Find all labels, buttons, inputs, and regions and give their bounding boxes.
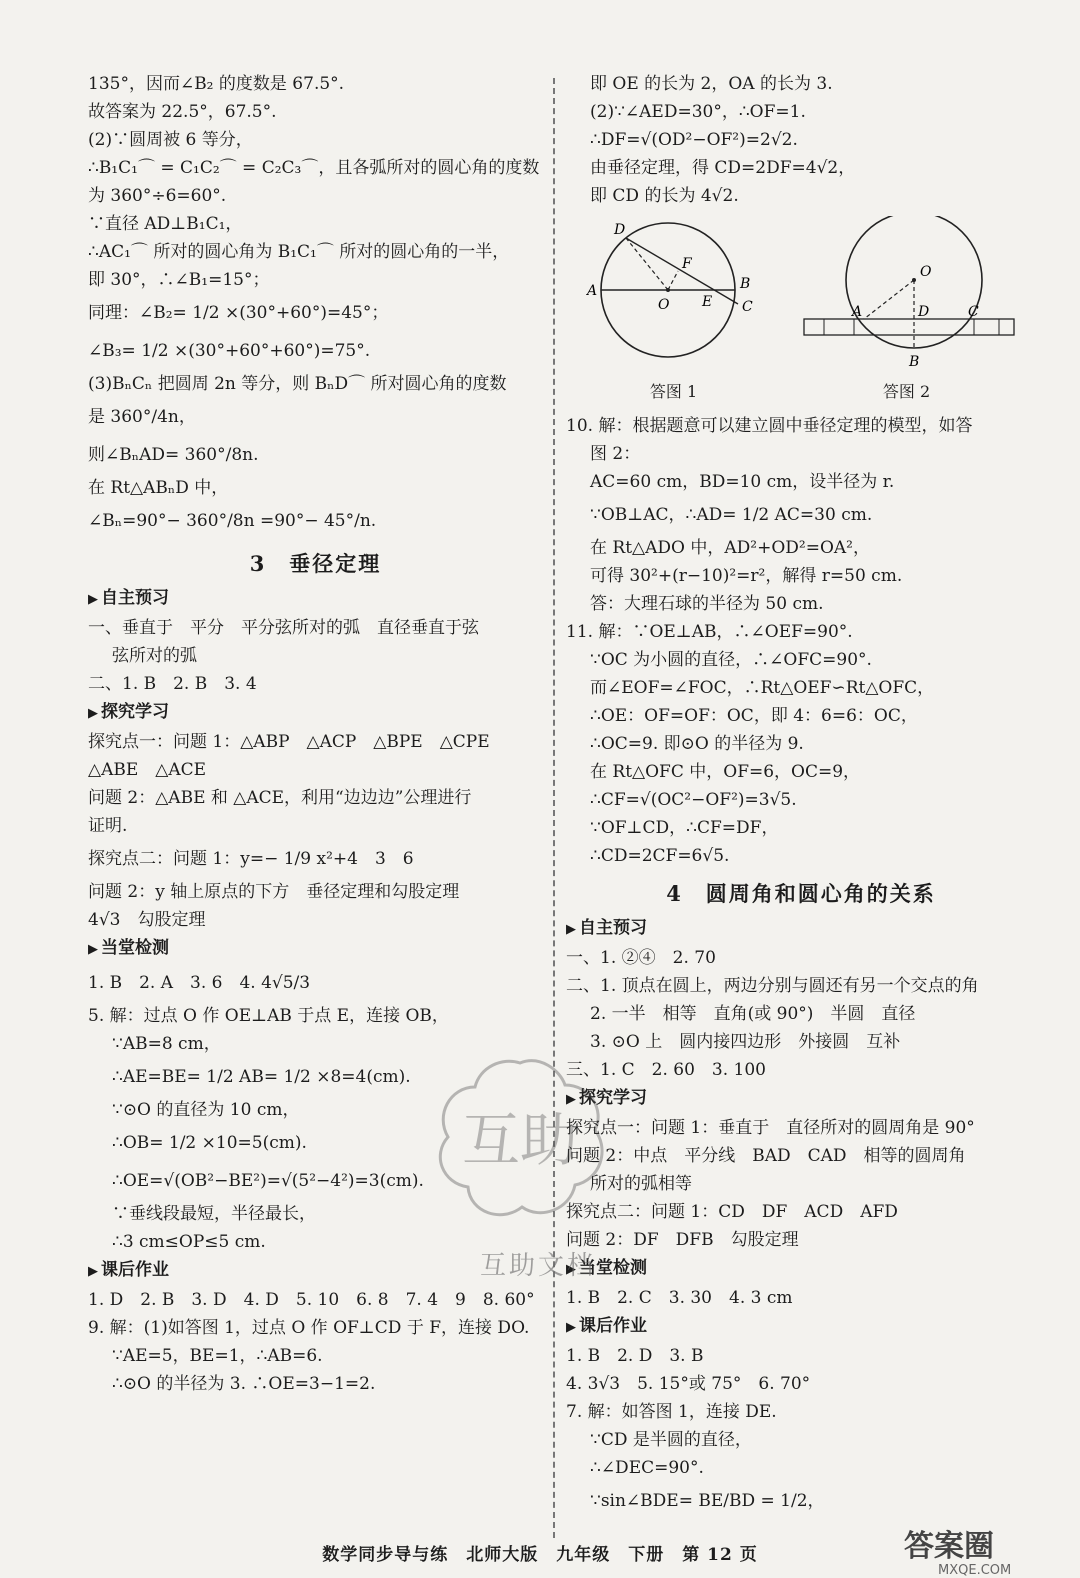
text-line: ∠B₃= 1/2 ×(30°+60°+60°)=75°. bbox=[88, 341, 371, 361]
text-line: 2. 一半 相等 直角(或 90°) 半圆 直径 bbox=[590, 1004, 916, 1024]
text-line: 三、1. C 2. 60 3. 100 bbox=[566, 1060, 766, 1080]
text-line: ∴OC=9. 即⊙O 的半径为 9. bbox=[590, 734, 804, 754]
text-line: ∴AC₁⌒ 所对的圆心角为 B₁C₁⌒ 所对的圆心角的一半， bbox=[88, 242, 510, 262]
text-line: 二、1. 顶点在圆上，两边分别与圆还有另一个交点的角 bbox=[566, 976, 979, 996]
text-line: 是 360°/4n， bbox=[88, 407, 196, 427]
text-line: 即 CD 的长为 4√2. bbox=[590, 186, 739, 206]
text-line: 可得 30²+(r−10)²=r²，解得 r=50 cm. bbox=[590, 566, 903, 586]
circle-diagram-1 bbox=[586, 216, 761, 376]
text-line: ∴OB= 1/2 ×10=5(cm). bbox=[112, 1133, 307, 1153]
label-B: B bbox=[909, 354, 920, 370]
text-line: 弦所对的弧 bbox=[112, 646, 197, 666]
circle-diagram-2 bbox=[794, 216, 1019, 376]
label-O: O bbox=[658, 297, 670, 313]
column-divider bbox=[553, 78, 555, 1538]
text-line: 9. 解：(1)如答图 1，过点 O 作 OF⊥CD 于 F，连接 DO. bbox=[88, 1318, 530, 1338]
text-line: ∴⊙O 的半径为 3. ∴OE=3−1=2. bbox=[112, 1374, 376, 1394]
site-logo bbox=[898, 1520, 1080, 1578]
text-line: 二、1. B 2. B 3. 4 bbox=[88, 674, 257, 694]
subsection-heading: ▶ 探究学习 bbox=[88, 698, 543, 728]
label-A: A bbox=[587, 283, 598, 299]
text-line: 所对的弧相等 bbox=[590, 1174, 692, 1194]
label-C: C bbox=[742, 299, 753, 315]
label-E: E bbox=[702, 294, 713, 310]
text-line: ∵sin∠BDE= BE/BD = 1/2， bbox=[590, 1491, 825, 1511]
label-D: D bbox=[614, 222, 626, 238]
text-line: ∴3 cm≤OP≤5 cm. bbox=[112, 1232, 266, 1252]
section-title: 3 垂径定理 bbox=[249, 551, 382, 576]
text-line: ∴∠DEC=90°. bbox=[590, 1458, 704, 1478]
text-line: 问题 2：中点 平分线 BAD CAD 相等的圆周角 bbox=[566, 1146, 966, 1166]
label-D: D bbox=[918, 304, 930, 320]
page-footer: 数学同步导与练 北师大版 九年级 下册 第 12 页 bbox=[322, 1545, 758, 1565]
text-line: ∵OB⊥AC，∴AD= 1/2 AC=30 cm. bbox=[590, 505, 873, 525]
text-line: 在 Rt△ABₙD 中， bbox=[88, 478, 229, 498]
watermark-text: 互助文档 bbox=[480, 1251, 597, 1281]
section-title: 4 圆周角和圆心角的关系 bbox=[666, 881, 936, 906]
text-line: 为 360°÷6=60°. bbox=[88, 186, 227, 206]
text-line: 在 Rt△ADO 中，AD²+OD²=OA²， bbox=[590, 538, 870, 558]
text-line: ∴CF=√(OC²−OF²)=3√5. bbox=[590, 790, 797, 810]
text-line: 1. D 2. B 3. D 4. D 5. 10 6. 8 7. 4 9 8. 60° bbox=[88, 1290, 535, 1310]
subsection-heading: ▶ 课后作业 bbox=[88, 1256, 543, 1286]
text-line: 10. 解：根据题意可以建立圆中垂径定理的模型，如答 bbox=[566, 416, 973, 436]
text-line: 1. B 2. A 3. 6 4. 4√5/3 bbox=[88, 973, 311, 993]
figures-row bbox=[566, 216, 1036, 406]
text-line: 由垂径定理，得 CD=2DF=4√2， bbox=[590, 158, 856, 178]
subsection-heading: ▶ 探究学习 bbox=[566, 1084, 1036, 1114]
text-line: 一、垂直于 平分 平分弦所对的弧 直径垂直于弦 bbox=[88, 618, 479, 638]
watermark-stamp bbox=[430, 1055, 610, 1225]
text-line: ∵OC 为小圆的直径，∴∠OFC=90°. bbox=[590, 650, 872, 670]
text-line: ∴DF=√(OD²−OF²)=2√2. bbox=[590, 130, 798, 150]
text-line: ∵CD 是半圆的直径， bbox=[590, 1430, 752, 1450]
text-line: 即 30°，∴∠B₁=15°； bbox=[88, 270, 270, 290]
figure-2 bbox=[794, 216, 1019, 406]
text-line: 故答案为 22.5°，67.5°. bbox=[88, 102, 277, 122]
label-O: O bbox=[920, 264, 932, 280]
text-line: (3)BₙCₙ 把圆周 2n 等分，则 BₙD⌒ 所对圆心角的度数 bbox=[88, 374, 507, 394]
text-line: 问题 2：DF DFB 勾股定理 bbox=[566, 1230, 799, 1250]
text-line: (2)∵圆周被 6 等分， bbox=[88, 130, 253, 150]
text-line: 证明. bbox=[88, 816, 128, 836]
text-line: ∴OE：OF=OF：OC，即 4：6=6：OC， bbox=[590, 706, 918, 726]
text-line: 11. 解：∵OE⊥AB，∴∠OEF=90°. bbox=[566, 622, 853, 642]
text-line: 5. 解：过点 O 作 OE⊥AB 于点 E，连接 OB， bbox=[88, 1006, 449, 1026]
text-line: ∵垂线段最短，半径最长， bbox=[112, 1204, 316, 1224]
subsection-heading: ▶ 当堂检测 bbox=[566, 1254, 1036, 1284]
text-line: 3. ⊙O 上 圆内接四边形 外接圆 互补 bbox=[590, 1032, 901, 1052]
subsection-heading: ▶ 自主预习 bbox=[88, 584, 543, 614]
text-line: △ABE △ACE bbox=[88, 760, 207, 780]
text-line: 探究点二：问题 1：y=− 1/9 x²+4 3 6 bbox=[88, 849, 414, 869]
text-line: 在 Rt△OFC 中，OF=6，OC=9， bbox=[590, 762, 861, 782]
label-B: B bbox=[740, 276, 751, 292]
subsection-heading: ▶ 自主预习 bbox=[566, 914, 1036, 944]
text-line: AC=60 cm，BD=10 cm，设半径为 r. bbox=[590, 472, 895, 492]
text-line: 135°，因而∠B₂ 的度数是 67.5°. bbox=[88, 74, 345, 94]
subsection-heading: ▶ 课后作业 bbox=[566, 1312, 1036, 1342]
logo-subtext: MXQE.COM bbox=[938, 1563, 1012, 1578]
text-line: ∴OE=√(OB²−BE²)=√(5²−4²)=3(cm). bbox=[112, 1171, 424, 1191]
text-line: 探究点一：问题 1：垂直于 直径所对的圆周角是 90° bbox=[566, 1118, 975, 1138]
text-line: ∵OF⊥CD，∴CF=DF， bbox=[590, 818, 779, 838]
text-line: 7. 解：如答图 1，连接 DE. bbox=[566, 1402, 777, 1422]
figure-caption: 答图 2 bbox=[882, 382, 931, 401]
label-F: F bbox=[682, 256, 692, 272]
figure-caption: 答图 1 bbox=[649, 382, 698, 401]
logo-text: 答案圈 bbox=[904, 1529, 994, 1564]
text-line: 则∠BₙAD= 360°/8n. bbox=[88, 445, 259, 465]
right-column bbox=[566, 70, 1036, 1520]
subsection-heading: ▶ 当堂检测 bbox=[88, 934, 543, 964]
text-line: 一、1. ②④ 2. 70 bbox=[566, 948, 716, 968]
text-line: ∵AE=5，BE=1，∴AB=6. bbox=[112, 1346, 323, 1366]
text-line: 答：大理石球的半径为 50 cm. bbox=[590, 594, 824, 614]
label-C: C bbox=[968, 304, 979, 320]
text-line: 1. B 2. C 3. 30 4. 3 cm bbox=[566, 1288, 793, 1308]
text-line: ∵⊙O 的直径为 10 cm， bbox=[112, 1100, 300, 1120]
text-line: 同理：∠B₂= 1/2 ×(30°+60°)=45°； bbox=[88, 303, 389, 323]
text-line: 即 OE 的长为 2，OA 的长为 3. bbox=[590, 74, 833, 94]
figure-1 bbox=[586, 216, 761, 406]
text-line: ∵直径 AD⊥B₁C₁， bbox=[88, 214, 243, 234]
text-line: (2)∵∠AED=30°，∴OF=1. bbox=[590, 102, 806, 122]
text-line: 探究点二：问题 1：CD DF ACD AFD bbox=[566, 1202, 898, 1222]
text-line: ∴CD=2CF=6√5. bbox=[590, 846, 730, 866]
text-line: ∵AB=8 cm， bbox=[112, 1034, 221, 1054]
text-line: 4. 3√3 5. 15°或 75° 6. 70° bbox=[566, 1374, 811, 1394]
text-line: ∠Bₙ=90°− 360°/8n =90°− 45°/n. bbox=[88, 511, 377, 531]
text-line: ∴B₁C₁⌒ = C₁C₂⌒ = C₂C₃⌒，且各弧所对的圆心角的度数 bbox=[88, 158, 540, 178]
text-line: 问题 2：△ABE 和 △ACE，利用“边边边”公理进行 bbox=[88, 788, 472, 808]
stamp-text: 互助 bbox=[461, 1106, 579, 1174]
text-line: 问题 2：y 轴上原点的下方 垂径定理和勾股定理 bbox=[88, 882, 460, 902]
text-line: ∴AE=BE= 1/2 AB= 1/2 ×8=4(cm). bbox=[112, 1067, 411, 1087]
text-line: 而∠EOF=∠FOC，∴Rt△OEF∽Rt△OFC， bbox=[590, 678, 935, 698]
text-line: 图 2： bbox=[590, 444, 641, 464]
text-line: 4√3 勾股定理 bbox=[88, 910, 206, 930]
text-line: 1. B 2. D 3. B bbox=[566, 1346, 704, 1366]
text-line: 探究点一：问题 1：△ABP △ACP △BPE △CPE bbox=[88, 732, 490, 752]
label-A: A bbox=[852, 304, 863, 320]
